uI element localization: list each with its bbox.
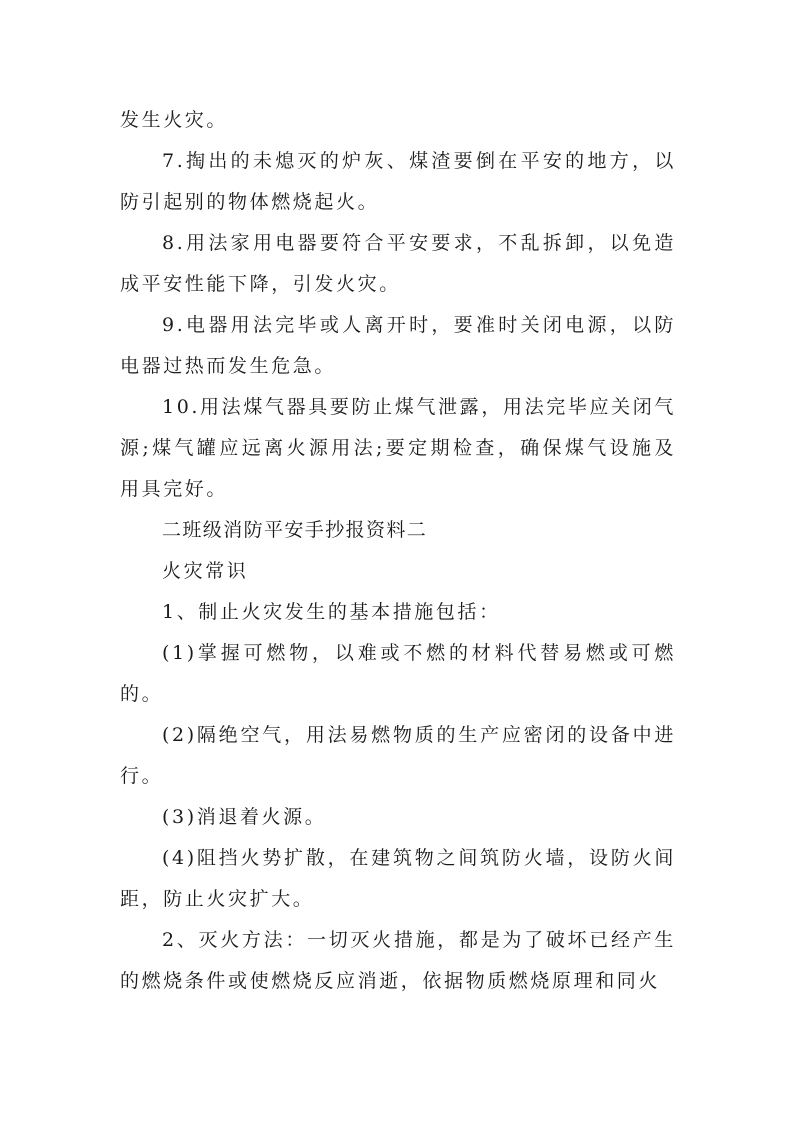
paragraph-subpoint-2: (2)隔绝空气，用法易燃物质的生产应密闭的设备中进行。 [120, 724, 676, 787]
paragraph-point-2: 2、灭火方法：一切灭火措施，都是为了破坏已经产生的燃烧条件或使燃烧反应消逝，依据物质燃烧原理和同火 [120, 929, 676, 992]
paragraph-subpoint-4: (4)阻挡火势扩散，在建筑物之间筑防火墙，设防火间距，防止火灾扩大。 [120, 847, 676, 910]
paragraph-item-8: 8.用法家用电器要符合平安要求，不乱拆卸，以免造成平安性能下降，引发火灾。 [120, 232, 676, 295]
document-page [120, 100, 676, 1002]
paragraph-continuation: 发生火灾。 [120, 109, 229, 131]
section-subheading: 火灾常识 [162, 560, 249, 582]
section-heading: 二班级消防平安手抄报资料二 [162, 519, 428, 541]
paragraph-point-1: 1、制止火灾发生的基本措施包括： [162, 601, 501, 623]
paragraph-item-9: 9.电器用法完毕或人离开时，要准时关闭电源，以防电器过热而发生危急。 [120, 314, 676, 377]
paragraph-item-10: 10.用法煤气器具要防止煤气泄露，用法完毕应关闭气源;煤气罐应远离火源用法;要定期检查，确保煤气设施及用具完好。 [120, 396, 676, 500]
paragraph-subpoint-3: (3)消退着火源。 [162, 806, 327, 828]
paragraph-subpoint-1: (1)掌握可燃物，以难或不燃的材料代替易燃或可燃的。 [120, 642, 676, 705]
paragraph-item-7: 7.掏出的未熄灭的炉灰、煤渣要倒在平安的地方，以防引起别的物体燃烧起火。 [120, 150, 676, 213]
